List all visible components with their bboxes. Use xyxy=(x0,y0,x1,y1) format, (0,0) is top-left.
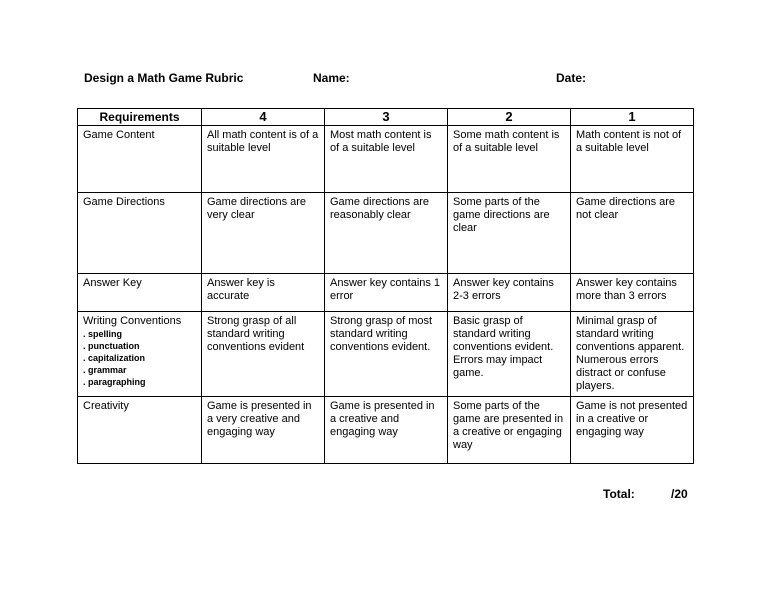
table-cell: Some parts of the game directions are clear xyxy=(448,193,571,274)
table-cell: Game is not presented in a creative or engaging way xyxy=(571,397,694,464)
row-header-writing-conventions xyxy=(78,312,202,397)
table-cell: Most math content is of a suitable level xyxy=(325,126,448,193)
sub-item-paragraphing: . paragraphing xyxy=(83,377,146,387)
row-header-game-content xyxy=(78,126,202,193)
table-row xyxy=(78,193,694,274)
table-cell: All math content is of a suitable level xyxy=(202,126,325,193)
table-cell: Answer key contains more than 3 errors xyxy=(571,274,694,312)
row-label: Answer Key xyxy=(83,277,142,289)
sub-item-grammar: . grammar xyxy=(83,365,127,375)
table-cell: Minimal grasp of standard writing conventions apparent. Numerous errors distract or confuse players. xyxy=(571,312,694,397)
table-row xyxy=(78,274,694,312)
column-header-requirements: Requirements xyxy=(78,109,202,126)
table-cell: Game is presented in a creative and engaging way xyxy=(325,397,448,464)
row-label: Creativity xyxy=(83,400,129,412)
table-cell: Game directions are very clear xyxy=(202,193,325,274)
table-cell: Math content is not of a suitable level xyxy=(571,126,694,193)
rubric-title: Design a Math Game Rubric xyxy=(84,71,244,85)
table-cell: Some parts of the game are presented in a creative or engaging way xyxy=(448,397,571,464)
row-header-answer-key xyxy=(78,274,202,312)
table-cell: Strong grasp of all standard writing conventions evident xyxy=(202,312,325,397)
row-label: Game Content xyxy=(83,129,155,141)
total-label: Total: xyxy=(603,487,635,501)
table-row xyxy=(78,397,694,464)
row-label: Game Directions xyxy=(83,196,165,208)
table-cell: Some math content is of a suitable level xyxy=(448,126,571,193)
table-row xyxy=(78,126,694,193)
sub-item-spelling: . spelling xyxy=(83,329,123,339)
table-cell: Answer key contains 2-3 errors xyxy=(448,274,571,312)
column-header-score-3: 3 xyxy=(325,109,448,126)
column-header-score-1: 1 xyxy=(571,109,694,126)
total-value: /20 xyxy=(671,487,688,501)
column-header-score-4: 4 xyxy=(202,109,325,126)
rubric-table xyxy=(77,108,694,464)
row-label: Writing Conventions xyxy=(83,315,182,327)
table-cell: Answer key contains 1 error xyxy=(325,274,448,312)
table-cell: Strong grasp of most standard writing conventions evident. xyxy=(325,312,448,397)
table-cell: Game is presented in a very creative and engaging way xyxy=(202,397,325,464)
sub-item-capitalization: . capitalization xyxy=(83,353,146,363)
table-row xyxy=(78,312,694,397)
header-row xyxy=(78,109,694,126)
table-cell: Basic grasp of standard writing conventions evident. Errors may impact game. xyxy=(448,312,571,397)
name-label: Name: xyxy=(313,71,350,85)
column-header-score-2: 2 xyxy=(448,109,571,126)
sub-item-punctuation: . punctuation xyxy=(83,341,140,351)
row-header-game-directions xyxy=(78,193,202,274)
row-header-creativity xyxy=(78,397,202,464)
table-cell: Game directions are reasonably clear xyxy=(325,193,448,274)
date-label: Date: xyxy=(556,71,587,85)
table-cell: Answer key is accurate xyxy=(202,274,325,312)
table-cell: Game directions are not clear xyxy=(571,193,694,274)
